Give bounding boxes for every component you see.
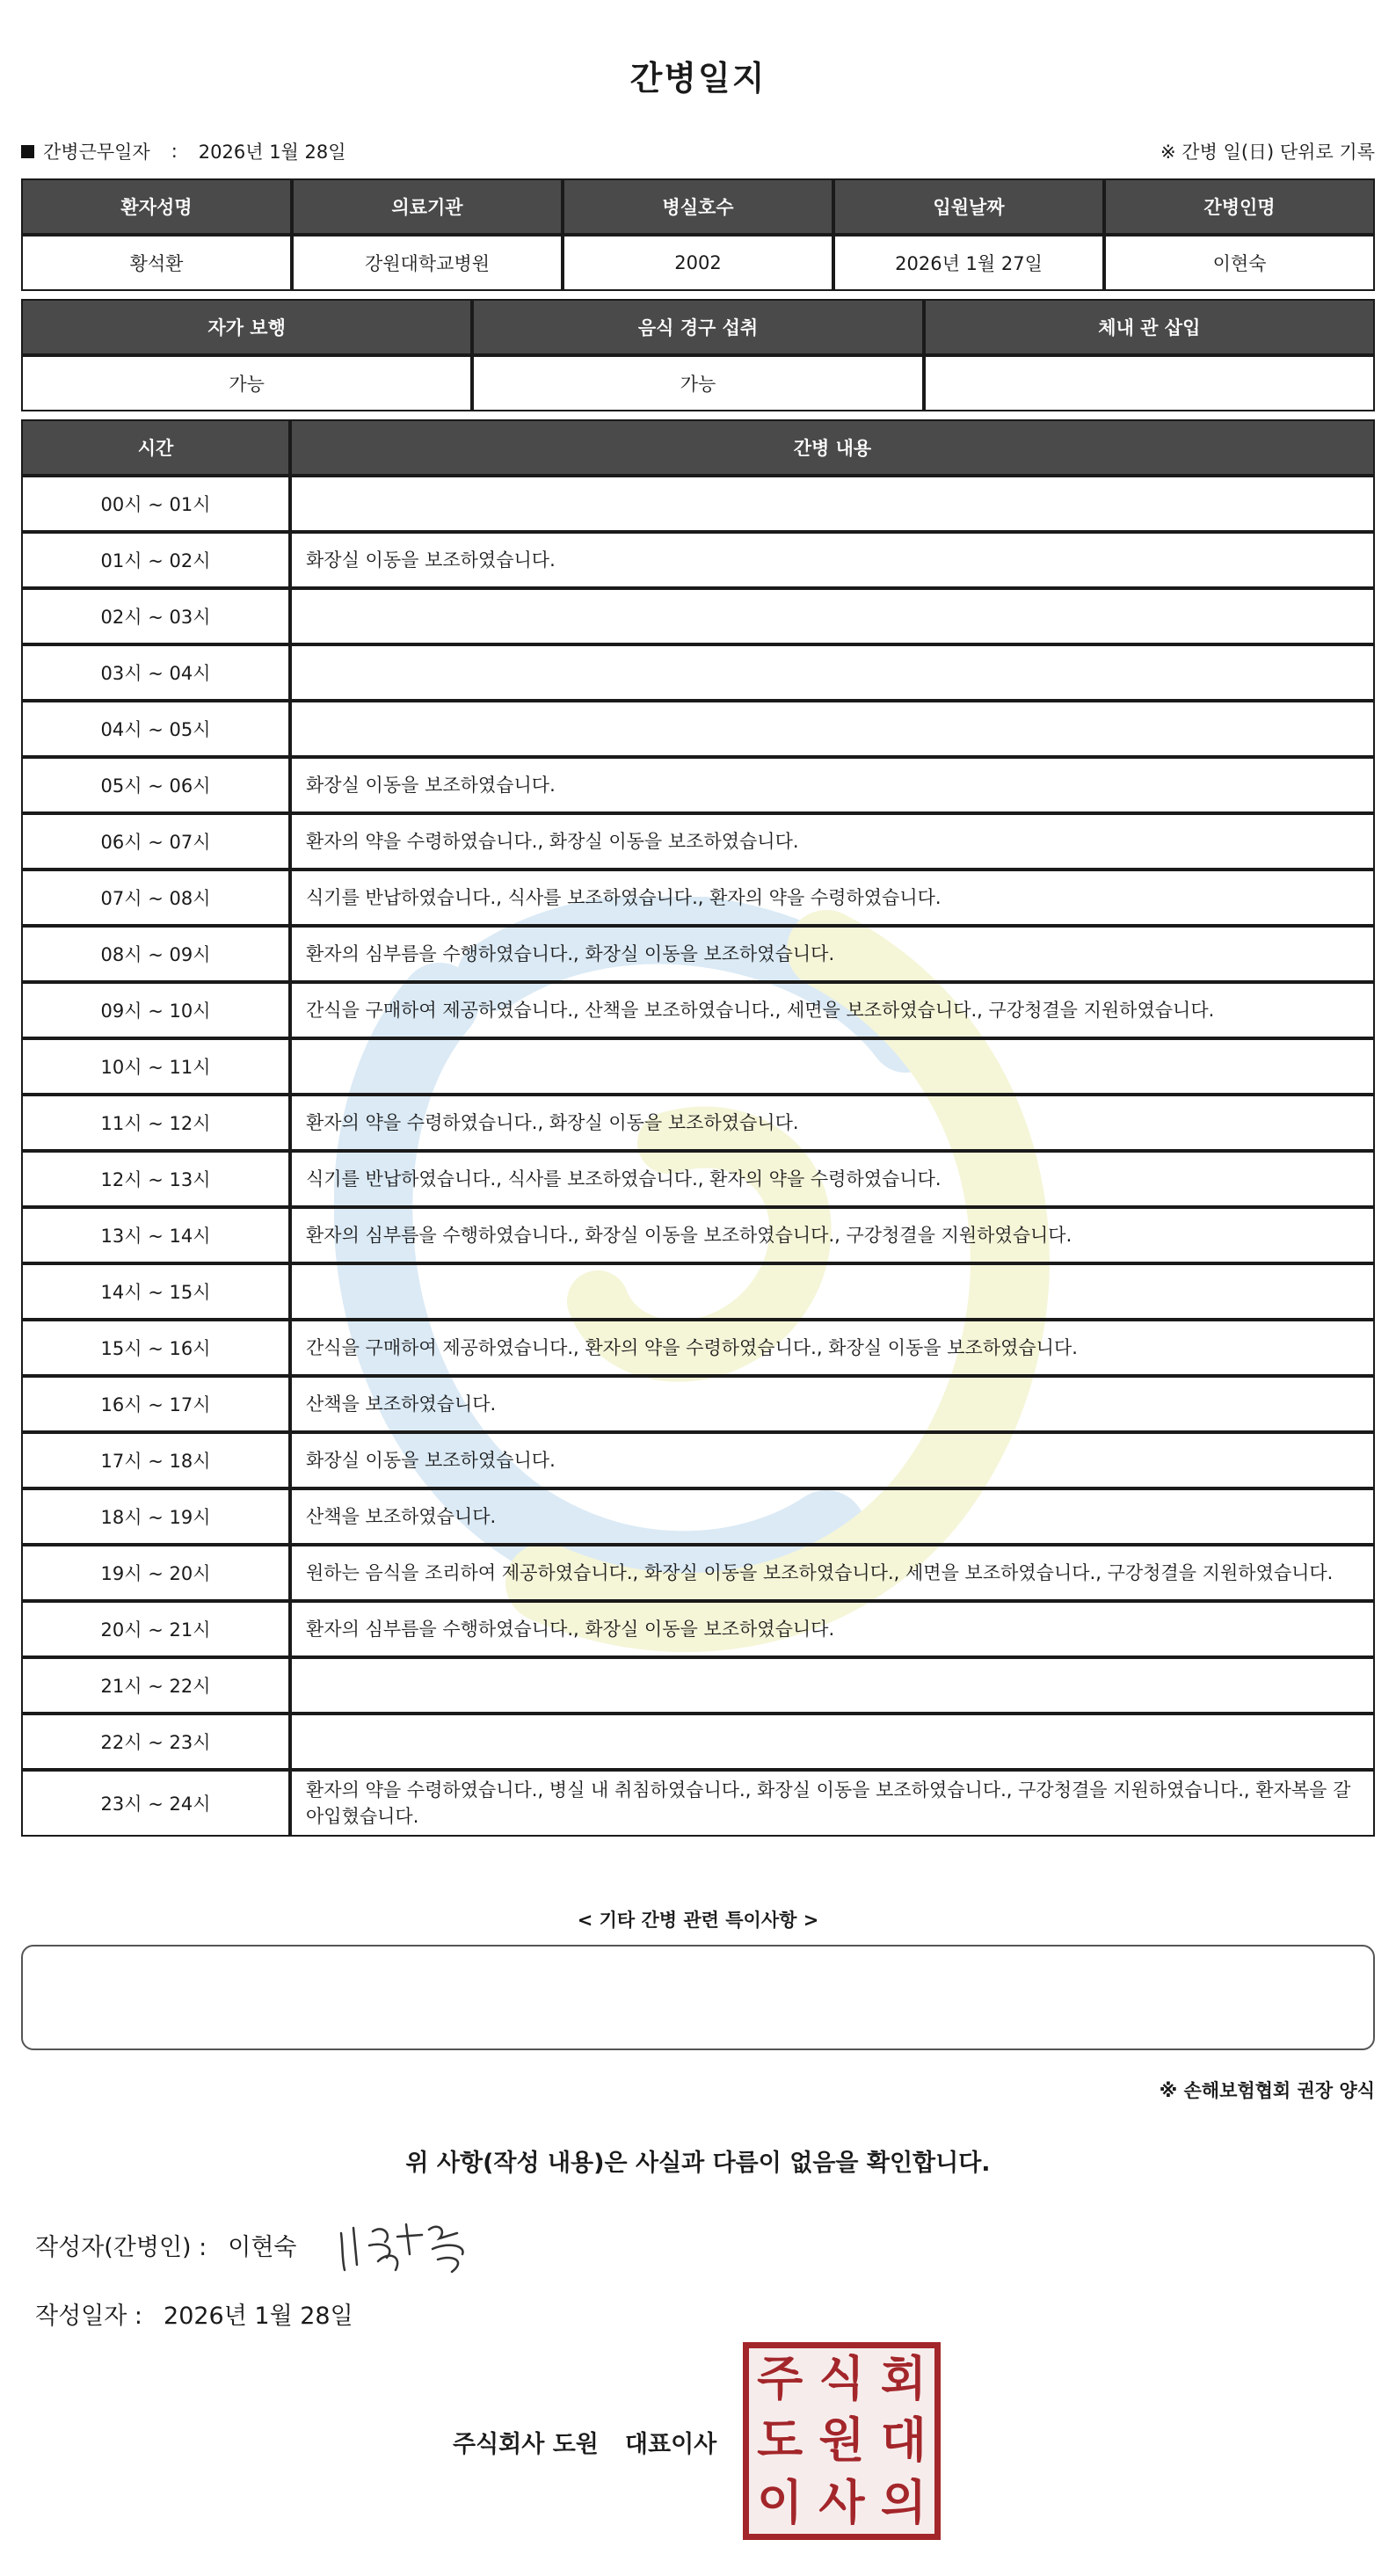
care-time: 05시 ~ 06시 (21, 757, 290, 813)
care-content: 환자의 약을 수령하였습니다., 화장실 이동을 보조하였습니다. (290, 813, 1375, 870)
care-content: 식기를 반납하였습니다., 식사를 보조하였습니다., 환자의 약을 수령하였습니다. (290, 1151, 1375, 1207)
oral-intake-value: 가능 (472, 355, 923, 411)
notes-box (21, 1945, 1375, 2050)
header-hospital: 의료기관 (292, 178, 563, 235)
care-row (21, 1095, 1375, 1151)
care-row (21, 1432, 1375, 1488)
patient-status-table (21, 299, 1375, 411)
recommend-note: ※ 손해보험협회 권장 양식 (1159, 2080, 1375, 2101)
header-care-content: 간병 내용 (290, 419, 1375, 476)
care-time: 23시 ~ 24시 (21, 1770, 290, 1837)
care-content (290, 701, 1375, 757)
company-seal-stamp (743, 2342, 941, 2540)
header-caregiver-name: 간병인명 (1104, 178, 1375, 235)
care-time: 15시 ~ 16시 (21, 1320, 290, 1376)
written-date-value: 2026년 1월 28일 (164, 2303, 353, 2330)
header-admission-date: 입원날짜 (833, 178, 1104, 235)
work-date (21, 138, 346, 164)
care-time: 20시 ~ 21시 (21, 1601, 290, 1657)
self-walking-value: 가능 (21, 355, 472, 411)
patient-header-row (21, 178, 1375, 235)
header-time: 시간 (21, 419, 290, 476)
care-row (21, 476, 1375, 532)
signature (334, 2216, 475, 2277)
tube-insertion-value (924, 355, 1375, 411)
care-time: 02시 ~ 03시 (21, 588, 290, 644)
seal-char: 이 (757, 2474, 803, 2530)
care-content: 화장실 이동을 보조하였습니다. (290, 1432, 1375, 1488)
header-self-walking: 자가 보행 (21, 299, 472, 355)
care-time: 21시 ~ 22시 (21, 1657, 290, 1714)
care-content: 환자의 심부름을 수행하였습니다., 화장실 이동을 보조하였습니다., 구강청결을 지원하였습니다. (290, 1207, 1375, 1263)
care-row (21, 1714, 1375, 1770)
care-row (21, 644, 1375, 701)
care-row (21, 813, 1375, 870)
care-time: 13시 ~ 14시 (21, 1207, 290, 1263)
header-tube-insertion: 체내 관 삽입 (924, 299, 1375, 355)
written-date-row (35, 2296, 353, 2331)
admission-date: 2026년 1월 27일 (833, 235, 1104, 291)
care-row (21, 1320, 1375, 1376)
seal-char: 회 (880, 2351, 927, 2407)
care-time: 03시 ~ 04시 (21, 644, 290, 701)
patient-value-row (21, 235, 1375, 291)
care-row (21, 532, 1375, 588)
care-time: 09시 ~ 10시 (21, 982, 290, 1038)
care-content: 화장실 이동을 보조하였습니다. (290, 532, 1375, 588)
care-time: 16시 ~ 17시 (21, 1376, 290, 1432)
caregiver-name: 이현숙 (1104, 235, 1375, 291)
seal-char: 사 (818, 2474, 865, 2530)
writer-name: 이현숙 (228, 2234, 297, 2261)
care-content: 환자의 심부름을 수행하였습니다., 화장실 이동을 보조하였습니다. (290, 926, 1375, 982)
care-content: 간식을 구매하여 제공하였습니다., 환자의 약을 수령하였습니다., 화장실 이동을 보조하였습니다. (290, 1320, 1375, 1376)
company-name: 주식회사 도원 (453, 2431, 599, 2458)
care-content: 산책을 보조하였습니다. (290, 1488, 1375, 1545)
care-row (21, 1657, 1375, 1714)
status-value-row (21, 355, 1375, 411)
care-time: 18시 ~ 19시 (21, 1488, 290, 1545)
care-row (21, 926, 1375, 982)
seal-char: 대 (880, 2412, 927, 2469)
patient-info-table (21, 178, 1375, 291)
care-time: 01시 ~ 02시 (21, 532, 290, 588)
care-time: 14시 ~ 15시 (21, 1263, 290, 1320)
care-content: 식기를 반납하였습니다., 식사를 보조하였습니다., 환자의 약을 수령하였습니다. (290, 870, 1375, 926)
seal-char: 의 (880, 2474, 927, 2530)
care-rows (21, 476, 1375, 1837)
writer-row (35, 2228, 297, 2262)
care-content: 산책을 보조하였습니다. (290, 1376, 1375, 1432)
care-content (290, 476, 1375, 532)
care-row (21, 1038, 1375, 1095)
company-row (453, 2425, 716, 2459)
care-log-table (21, 419, 1375, 1837)
writer-label: 작성자(간병인) : (35, 2234, 207, 2261)
care-content: 환자의 약을 수령하였습니다., 병실 내 취침하였습니다., 화장실 이동을 보조하였습니다., 구강청결을 지원하였습니다., 환자복을 갈아입혔습니다. (290, 1770, 1375, 1837)
seal-char: 원 (818, 2412, 865, 2469)
care-content (290, 588, 1375, 644)
work-date-row (21, 136, 1375, 166)
care-time: 10시 ~ 11시 (21, 1038, 290, 1095)
care-time: 00시 ~ 01시 (21, 476, 290, 532)
care-time: 06시 ~ 07시 (21, 813, 290, 870)
care-row (21, 1151, 1375, 1207)
care-content: 원하는 음식을 조리하여 제공하였습니다., 화장실 이동을 보조하였습니다., 세면을 보조하였습니다., 구강청결을 지원하였습니다. (290, 1545, 1375, 1601)
care-content (290, 1714, 1375, 1770)
care-content (290, 644, 1375, 701)
care-row (21, 588, 1375, 644)
care-time: 08시 ~ 09시 (21, 926, 290, 982)
care-row (21, 1263, 1375, 1320)
page-title: 간병일지 (629, 59, 767, 98)
care-time: 04시 ~ 05시 (21, 701, 290, 757)
written-date-label: 작성일자 : (35, 2303, 143, 2330)
care-content: 간식을 구매하여 제공하였습니다., 산책을 보조하였습니다., 세면을 보조하였습니다., 구강청결을 지원하였습니다. (290, 982, 1375, 1038)
bullet-square-icon (21, 145, 34, 158)
seal-char: 식 (818, 2351, 865, 2407)
care-content (290, 1263, 1375, 1320)
care-header-row (21, 419, 1375, 476)
ceo-title: 대표이사 (624, 2431, 717, 2458)
patient-name: 황석환 (21, 235, 292, 291)
care-content (290, 1657, 1375, 1714)
care-content: 화장실 이동을 보조하였습니다. (290, 757, 1375, 813)
care-row (21, 1207, 1375, 1263)
care-row (21, 1376, 1375, 1432)
room-number: 2002 (563, 235, 833, 291)
notes-title: < 기타 간병 관련 특이사항 > (577, 1910, 819, 1931)
work-date-separator: : (171, 141, 178, 162)
care-row (21, 757, 1375, 813)
hospital-name: 강원대학교병원 (292, 235, 563, 291)
care-row (21, 1488, 1375, 1545)
care-row (21, 1601, 1375, 1657)
care-time: 12시 ~ 13시 (21, 1151, 290, 1207)
care-row (21, 982, 1375, 1038)
care-time: 11시 ~ 12시 (21, 1095, 290, 1151)
care-row (21, 1770, 1375, 1837)
seal-char: 주 (757, 2351, 803, 2407)
status-header-row (21, 299, 1375, 355)
care-time: 07시 ~ 08시 (21, 870, 290, 926)
record-note: ※ 간병 일(日) 단위로 기록 (1160, 142, 1375, 163)
header-oral-intake: 음식 경구 섭취 (472, 299, 923, 355)
care-time: 19시 ~ 20시 (21, 1545, 290, 1601)
care-content (290, 1038, 1375, 1095)
care-time: 17시 ~ 18시 (21, 1432, 290, 1488)
confirm-statement: 위 사항(작성 내용)은 사실과 다름이 없음을 확인합니다. (405, 2150, 991, 2177)
care-content: 환자의 심부름을 수행하였습니다., 화장실 이동을 보조하였습니다. (290, 1601, 1375, 1657)
header-patient-name: 환자성명 (21, 178, 292, 235)
care-row (21, 701, 1375, 757)
seal-char: 도 (757, 2412, 803, 2469)
header-room-number: 병실호수 (563, 178, 833, 235)
care-row (21, 870, 1375, 926)
care-content: 환자의 약을 수령하였습니다., 화장실 이동을 보조하였습니다. (290, 1095, 1375, 1151)
work-date-value: 2026년 1월 28일 (198, 142, 346, 163)
work-date-label: 간병근무일자 (43, 142, 150, 163)
care-row (21, 1545, 1375, 1601)
care-time: 22시 ~ 23시 (21, 1714, 290, 1770)
